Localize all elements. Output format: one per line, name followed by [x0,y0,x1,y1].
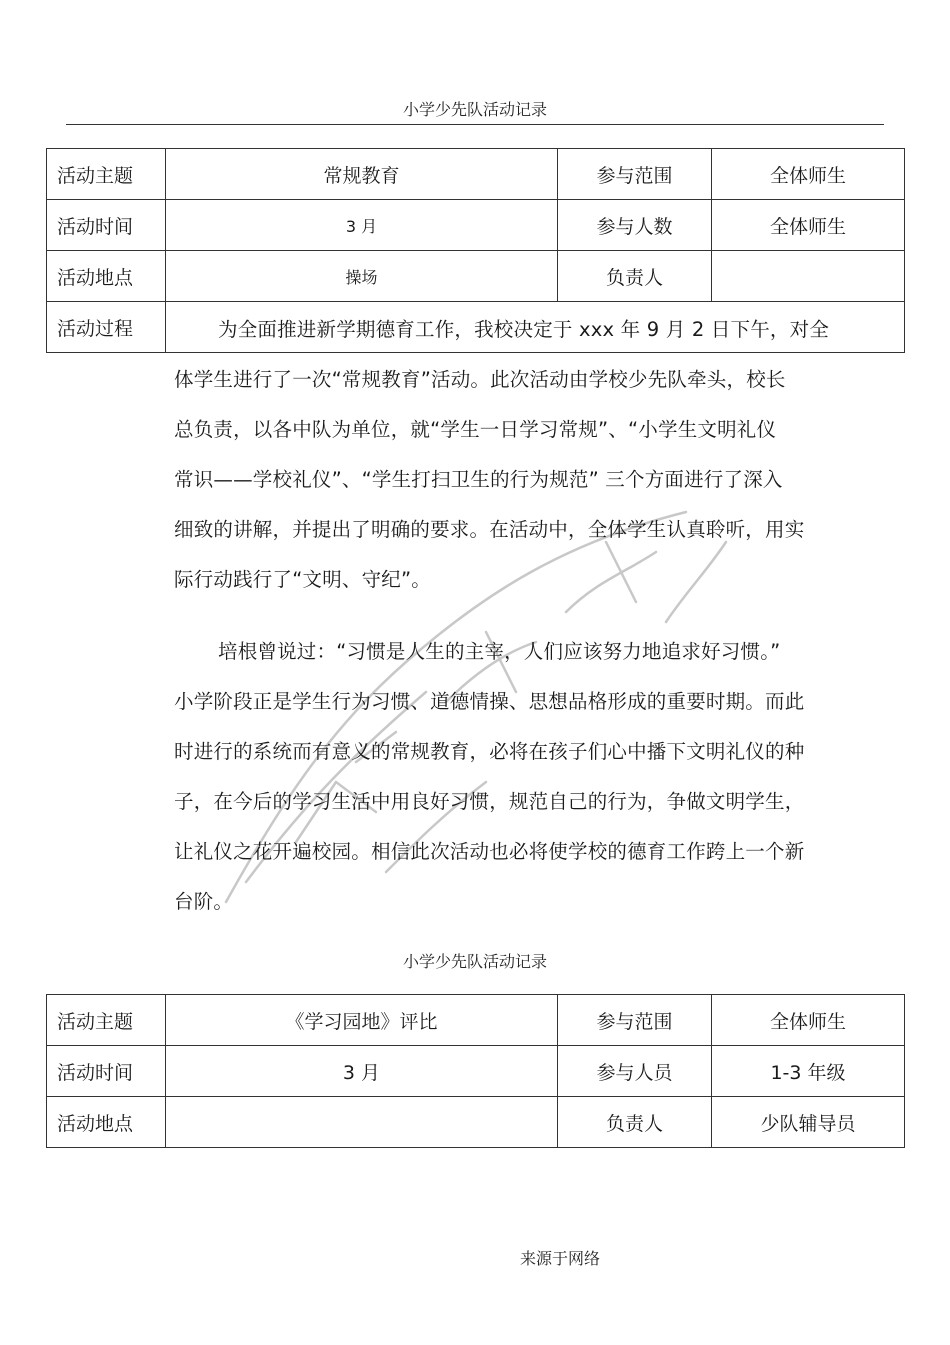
time-value: 3 月 [166,200,558,251]
leader-label: 负责人 [558,1097,712,1148]
table-row [47,1046,905,1097]
theme-label: 活动主题 [47,149,166,200]
table-row [47,149,905,200]
people-label: 参与人员 [558,1046,712,1097]
record1-title: 小学少先队活动记录 [402,100,547,119]
process-line: 台阶。 [174,890,234,913]
process-line: 常识——学校礼仪”、“学生打扫卫生的行为规范” 三个方面进行了深入 [174,468,783,491]
process-line: 子，在今后的学习生活中用良好习惯，规范自己的行为，争做文明学生， [174,790,805,813]
process-line: 总负责，以各中队为单位，就“学生一日学习常规”、“小学生文明礼仪 [174,418,777,441]
process-line: 时进行的系统而有意义的常规教育，必将在孩子们心中播下文明礼仪的种 [174,740,805,763]
count-label: 参与人数 [558,200,712,251]
process-line: 际行动践行了“文明、守纪”。 [174,568,432,591]
place-value [166,1097,558,1148]
people-value: 1-3 年级 [712,1046,905,1097]
process-label: 活动过程 [47,302,166,353]
source-footer: 来源于网络 [520,1249,601,1268]
process-line: 细致的讲解，并提出了明确的要求。在活动中，全体学生认真聆听，用实 [174,518,805,541]
theme-value: 《学习园地》评比 [166,995,558,1046]
theme-label: 活动主题 [47,995,166,1046]
table-row [47,200,905,251]
process-line: 体学生进行了一次“常规教育”活动。此次活动由学校少先队牵头，校长 [174,368,786,391]
place-value: 操场 [166,251,558,302]
title-divider [66,124,884,125]
count-value: 全体师生 [712,200,905,251]
table-row [47,1097,905,1148]
leader-value: 少队辅导员 [712,1097,905,1148]
leader-label: 负责人 [558,251,712,302]
place-label: 活动地点 [47,251,166,302]
scope-label: 参与范围 [558,995,712,1046]
time-label: 活动时间 [47,1046,166,1097]
process-line: 让礼仪之花开遍校园。相信此次活动也必将使学校的德育工作跨上一个新 [174,840,805,863]
theme-value: 常规教育 [166,149,558,200]
record2-title: 小学少先队活动记录 [402,952,547,971]
place-label: 活动地点 [47,1097,166,1148]
process-content [166,302,905,913]
record1-table [46,148,905,913]
time-value: 3 月 [166,1046,558,1097]
table-row [47,251,905,302]
record2-table [46,994,905,1148]
table-row [47,995,905,1046]
leader-value [712,251,905,302]
process-line: 小学阶段正是学生行为习惯、道德情操、思想品格形成的重要时期。而此 [174,690,805,713]
scope-value: 全体师生 [712,149,905,200]
scope-value: 全体师生 [712,995,905,1046]
time-label: 活动时间 [47,200,166,251]
process-line: 培根曾说过：“习惯是人生的主宰，人们应该努力地追求好习惯。” [218,640,781,663]
scope-label: 参与范围 [558,149,712,200]
process-line: 为全面推进新学期德育工作，我校决定于 xxx 年 9 月 2 日下午，对全 [218,318,830,341]
table-row [47,302,905,353]
